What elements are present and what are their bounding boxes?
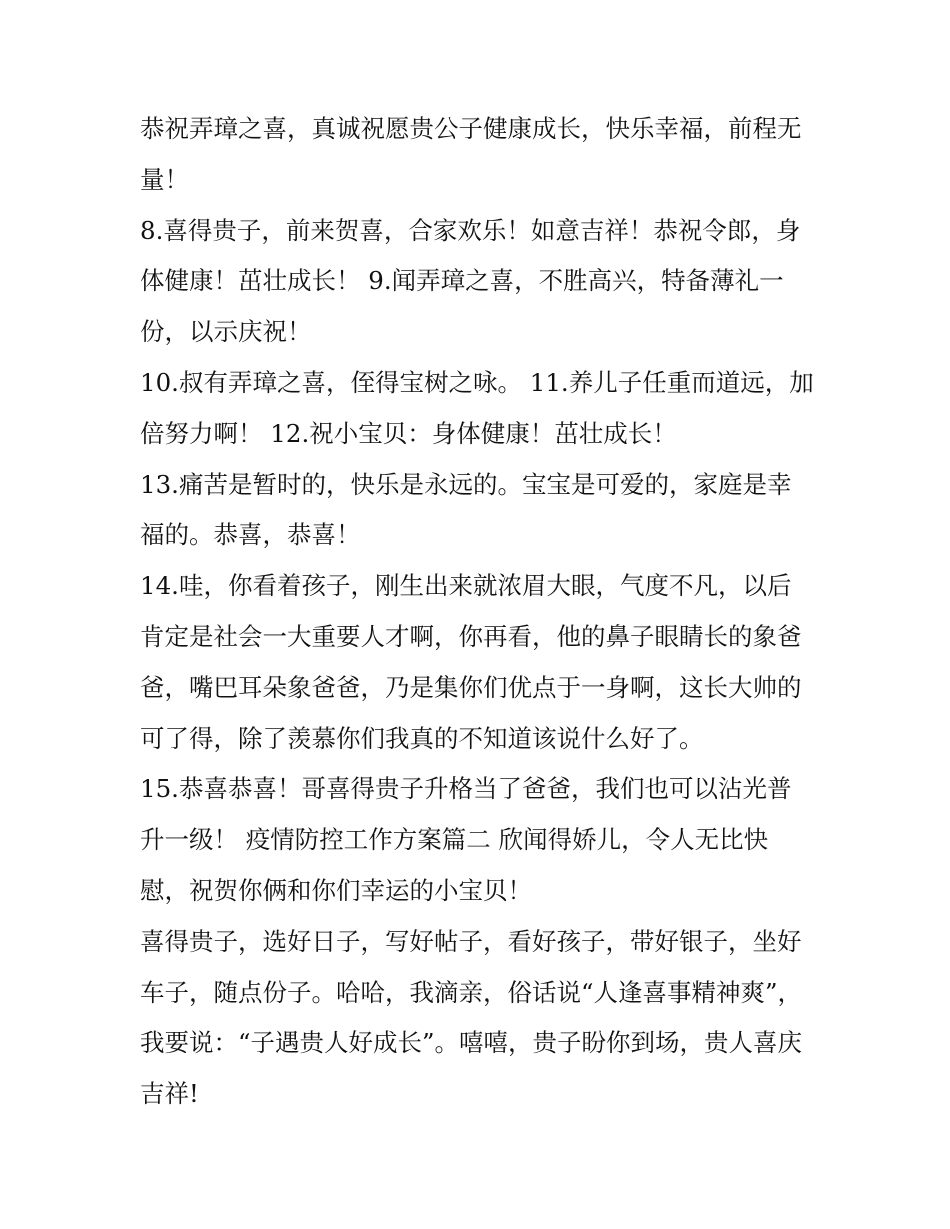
text-line: 爸，嘴巴耳朵象爸爸，乃是集你们优点于一身啊，这长大帅的 <box>140 672 802 702</box>
text-line: 吉祥! <box>140 1079 199 1109</box>
text-line: 可了得，除了羡慕你们我真的不知道该说什么好了。 <box>140 723 704 753</box>
text-line: 14.哇，你看着孩子，刚生出来就浓眉大眼，气度不凡，以后 <box>140 571 792 601</box>
text-line: 13.痛苦是暂时的，快乐是永远的。宝宝是可爱的，家庭是幸 <box>140 469 792 499</box>
text-line: 8.喜得贵子，前来贺喜，合家欢乐！如意吉祥！恭祝令郎，身 <box>140 215 801 245</box>
text-line: 恭祝弄璋之喜，真诚祝愿贵公子健康成长，快乐幸福，前程无 <box>140 114 802 143</box>
text-line: 量！ <box>140 164 189 194</box>
text-line: 福的。恭喜，恭喜！ <box>140 520 361 550</box>
text-line: 倍努力啊！ 12.祝小宝贝：身体健康！茁壮成长！ <box>140 418 677 448</box>
text-line: 喜得贵子，选好日子，写好帖子，看好孩子，带好银子，坐好 <box>140 926 802 956</box>
text-line: 我要说：“子遇贵人好成长”。嘻嘻，贵子盼你到场，贵人喜庆 <box>140 1028 803 1058</box>
text-line: 肯定是社会一大重要人才啊，你再看，他的鼻子眼睛长的象爸 <box>140 621 802 651</box>
text-line: 车子，随点份子。哈哈，我滴亲，俗话说“人逢喜事精神爽”， <box>140 977 803 1007</box>
text-line: 升一级！ 疫情防控工作方案篇二 欣闻得娇儿，令人无比快 <box>140 825 769 855</box>
document-text <box>140 104 820 1120</box>
text-line: 体健康！茁壮成长！ 9.闻弄璋之喜，不胜高兴，特备薄礼一 <box>140 266 784 296</box>
text-line: 慰，祝贺你俩和你们幸运的小宝贝！ <box>140 875 532 905</box>
text-line: 15.恭喜恭喜！哥喜得贵子升格当了爸爸，我们也可以沾光普 <box>140 774 792 804</box>
text-line: 10.叔有弄璋之喜，侄得宝树之咏。 11.养儿子任重而道远，加 <box>140 367 814 397</box>
text-line: 份，以示庆祝！ <box>140 317 312 347</box>
